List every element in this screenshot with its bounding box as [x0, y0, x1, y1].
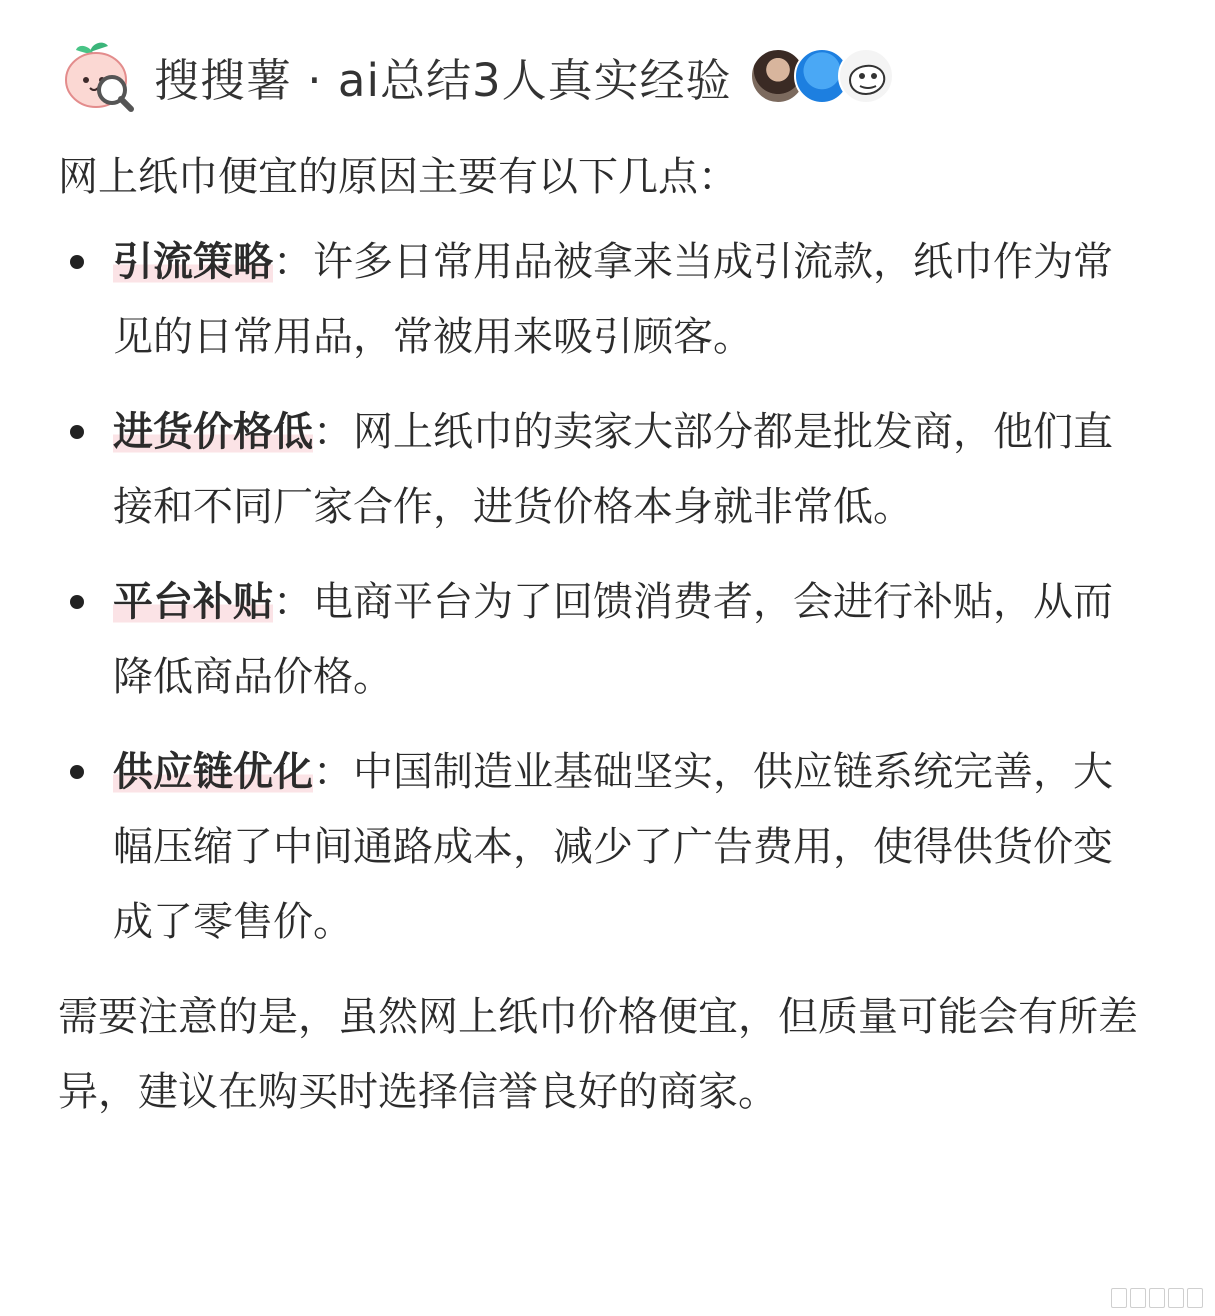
- item-text: ：许多日常用品被拿来当成引流款，纸巾作为常见的日常用品，常被用来吸引顾客。: [113, 239, 1113, 360]
- item-term: 平台补贴: [113, 579, 273, 625]
- avatar[interactable]: [838, 48, 894, 104]
- contributor-avatars[interactable]: [750, 48, 894, 104]
- watermark-block: [1168, 1288, 1184, 1308]
- item-text: ：网上纸巾的卖家大部分都是批发商，他们直接和不同厂家合作，进货价格本身就非常低。: [113, 409, 1113, 530]
- bullet-icon: [70, 255, 84, 269]
- bullet-icon: [70, 425, 84, 439]
- outro-text: 需要注意的是，虽然网上纸巾价格便宜，但质量可能会有所差异，建议在购买时选择信誉良好的商家。: [58, 994, 1138, 1115]
- header: [60, 38, 894, 114]
- reason-list: [58, 225, 1148, 960]
- intro-text: 网上纸巾便宜的原因主要有以下几点：: [58, 154, 738, 200]
- bullet-icon: [70, 595, 84, 609]
- list-item: [58, 565, 1148, 715]
- watermark-block: [1130, 1288, 1146, 1308]
- watermark: [1111, 1288, 1203, 1308]
- watermark-block: [1187, 1288, 1203, 1308]
- list-item: [58, 735, 1148, 960]
- item-term: 供应链优化: [113, 749, 313, 795]
- peach-magnifier-icon: [60, 38, 136, 114]
- item-term: 引流策略: [113, 239, 273, 285]
- list-item: [58, 395, 1148, 545]
- watermark-block: [1149, 1288, 1165, 1308]
- list-item: [58, 225, 1148, 375]
- watermark-block: [1111, 1288, 1127, 1308]
- header-title: 搜搜薯 · ai总结3人真实经验: [154, 53, 732, 107]
- item-text: ：中国制造业基础坚实，供应链系统完善，大幅压缩了中间通路成本，减少了广告费用，使得供货价变成了零售价。: [113, 749, 1113, 945]
- bullet-icon: [70, 765, 84, 779]
- item-text: ：电商平台为了回馈消费者，会进行补贴，从而降低商品价格。: [113, 579, 1113, 700]
- item-term: 进货价格低: [113, 409, 313, 455]
- answer-content: [58, 140, 1148, 1130]
